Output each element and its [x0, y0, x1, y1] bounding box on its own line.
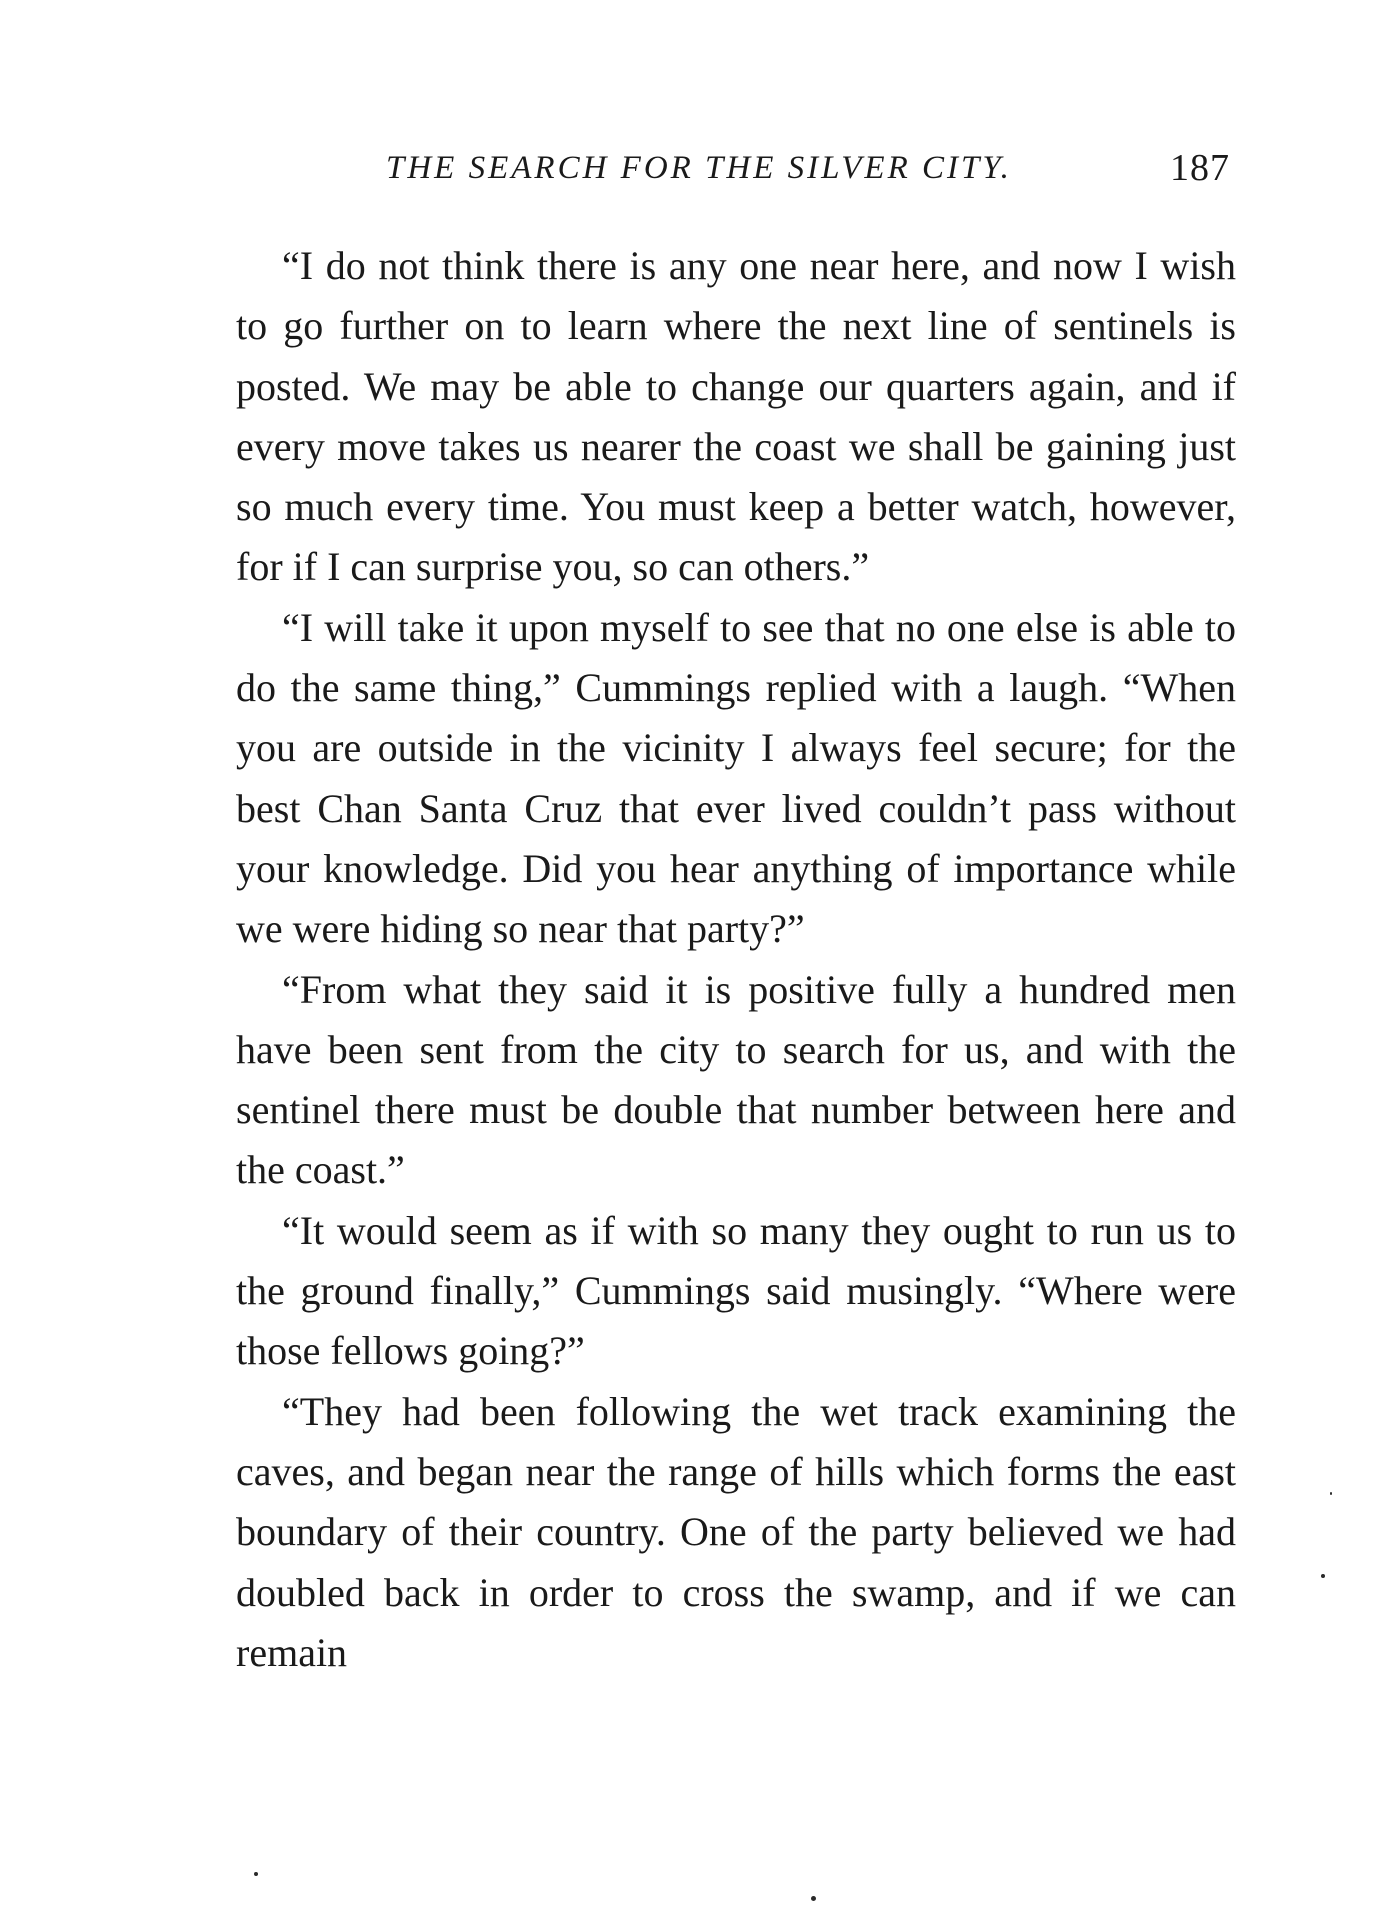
scan-speck	[1330, 1492, 1332, 1495]
page-number: 187	[1170, 147, 1230, 189]
paragraph: “They had been following the wet track examining the caves, and began near the range of hills which forms the east boundary of their country. One of the party believed we had doubled back in order to cross the swamp, and if we can remain	[236, 1388, 1236, 1675]
running-head	[236, 146, 1236, 196]
paragraph: “From what they said it is positive fully a hundred men have been sent from the city to search for us, and with the sentinel there must be double that number between here and the coast.”	[236, 966, 1236, 1193]
scan-speck	[811, 1896, 816, 1901]
paragraph: “I will take it upon myself to see that no one else is able to do the same thing,” Cummings replied with a laugh. “When you are outside in the vicinity I always feel secure; for the best Chan Santa Cruz that ever lived couldn’t pass without your knowledge. Did you hear anything of importance while we were hiding so near that party?”	[236, 604, 1236, 952]
body-text	[236, 236, 1236, 1683]
running-title: THE SEARCH FOR THE SILVER CITY.	[386, 150, 1012, 186]
scan-speck	[254, 1872, 258, 1876]
paragraph: “It would seem as if with so many they ought to run us to the ground finally,” Cummings said musingly. “Where were those fellows going?”	[236, 1207, 1236, 1374]
paragraph: “I do not think there is any one near here, and now I wish to go further on to learn where the next line of sentinels is posted. We may be able to change our quarters again, and if every move takes us nearer the coast we shall be gaining just so much every time. You must keep a better watch, however, for if I can surprise you, so can others.”	[236, 243, 1236, 590]
scan-speck	[1321, 1574, 1325, 1578]
